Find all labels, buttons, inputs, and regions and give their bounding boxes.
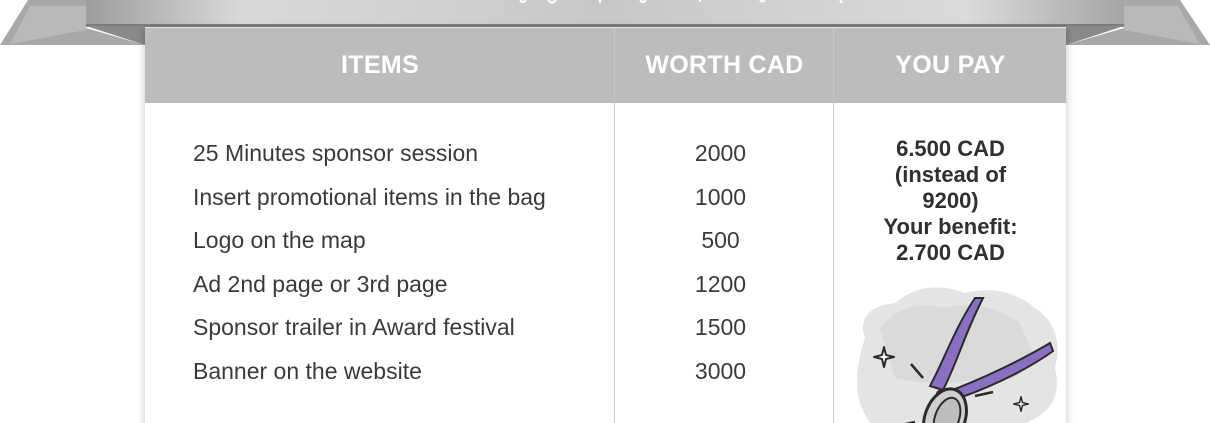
item-worth: 1000 xyxy=(694,183,747,210)
header-you-pay: YOU PAY xyxy=(895,51,1006,79)
benefit-label: Your benefit: xyxy=(883,214,1018,239)
medal-icon xyxy=(835,268,1066,423)
item-name: Sponsor trailer in Award festival xyxy=(193,314,515,340)
worth-list xyxy=(615,132,834,393)
item-name: Insert promotional items in the bag xyxy=(193,183,546,210)
item-name: Logo on the map xyxy=(193,227,366,253)
package-price: 6.500 CAD xyxy=(896,136,1005,161)
sparkle-icon xyxy=(1013,396,1029,412)
item-worth: 3000 xyxy=(694,357,747,384)
original-price-line2: 9200) xyxy=(922,188,979,213)
item-name: 25 Minutes sponsor session xyxy=(193,140,479,166)
you-pay-summary xyxy=(835,136,1066,266)
header-items: ITEMS xyxy=(341,51,419,79)
table-header xyxy=(145,28,1066,103)
item-name: Banner on the website xyxy=(193,357,422,384)
item-worth: 500 xyxy=(701,227,740,253)
items-list xyxy=(193,132,546,393)
sparkle-icon xyxy=(873,346,895,368)
header-worth: WORTH CAD xyxy=(645,51,804,79)
item-worth: 2000 xyxy=(694,140,747,166)
item-name: Ad 2nd page or 3rd page xyxy=(193,270,448,297)
benefit-value: 2.700 CAD xyxy=(896,240,1005,265)
item-worth: 1200 xyxy=(694,270,747,297)
item-worth: 1500 xyxy=(694,314,747,340)
original-price-line1: (instead of xyxy=(894,162,1007,187)
pricing-table xyxy=(145,28,1066,423)
